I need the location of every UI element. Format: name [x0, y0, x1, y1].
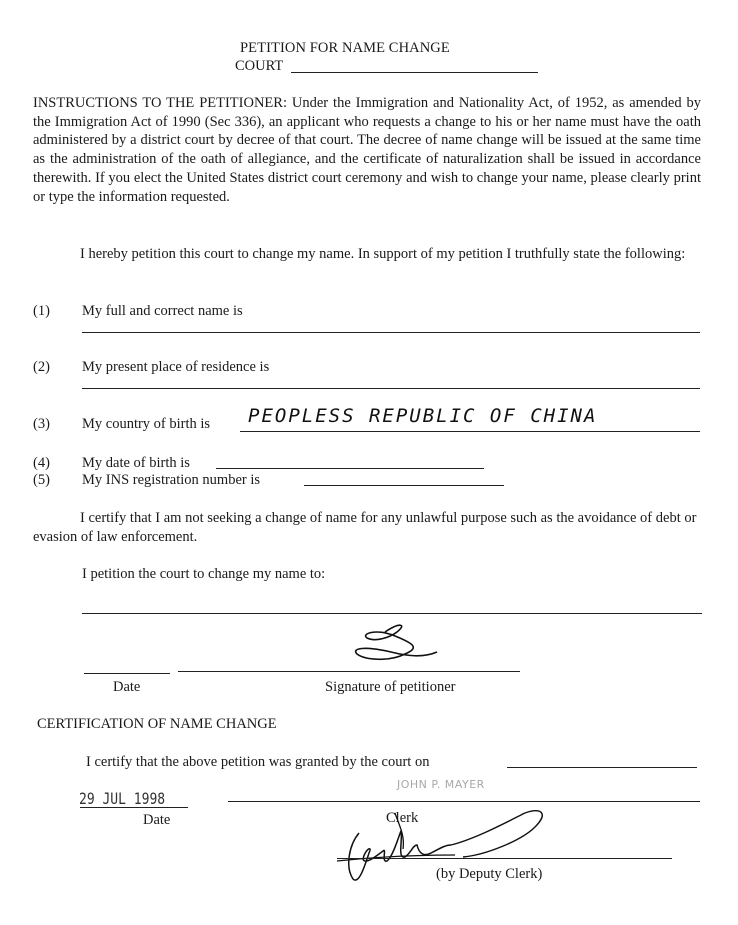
stamp-date: 29 JUL 1998 [79, 790, 166, 809]
new-name-field[interactable] [82, 613, 702, 614]
form-title: PETITION FOR NAME CHANGE [240, 40, 450, 56]
change-request-label: I petition the court to change my name to: [82, 566, 326, 582]
certify-statement: I certify that I am not seeking a change of name for any unlawful purpose such as the avoidance of debt or evasion of law enforcement. [33, 510, 697, 545]
country-of-birth-value: PEOPLESS REPUBLIC OF CHINA [248, 405, 598, 427]
deputy-clerk-label: (by Deputy Clerk) [436, 866, 543, 882]
full-name-label: My full and correct name is [82, 303, 243, 319]
residence-field[interactable] [82, 388, 700, 389]
date-of-birth-field[interactable] [216, 468, 484, 469]
petitioner-signature [345, 618, 445, 674]
clerk-name-stamp: JOHN P. MAYER [397, 778, 485, 791]
certification-heading: CERTIFICATION OF NAME CHANGE [37, 716, 277, 732]
petitioner-date-field[interactable] [84, 673, 170, 674]
cert-date-label: Date [143, 812, 171, 828]
item-number-2: (2) [33, 359, 50, 375]
ins-number-field[interactable] [304, 485, 504, 486]
grant-date-field[interactable] [507, 767, 697, 768]
item-number-1: (1) [33, 303, 50, 319]
item-number-4: (4) [33, 455, 50, 471]
ins-number-label: My INS registration number is [82, 472, 261, 488]
item-number-5: (5) [33, 472, 50, 488]
clerk-field[interactable] [228, 801, 700, 802]
full-name-field[interactable] [82, 332, 700, 333]
petition-statement: I hereby petition this court to change my name. In support of my petition I truthfully state the following: [80, 246, 686, 262]
court-label: COURT [235, 58, 284, 74]
item-number-3: (3) [33, 416, 50, 432]
court-field-line [291, 72, 538, 73]
certification-statement: I certify that the above petition was granted by the court on [86, 754, 430, 770]
petitioner-date-label: Date [113, 679, 141, 695]
clerk-label: Clerk [386, 810, 419, 826]
date-of-birth-label: My date of birth is [82, 455, 190, 471]
petitioner-signature-label: Signature of petitioner [325, 679, 456, 695]
cert-date-field[interactable] [80, 807, 188, 808]
deputy-clerk-field[interactable] [337, 858, 672, 859]
residence-label: My present place of residence is [82, 359, 270, 375]
country-of-birth-label: My country of birth is [82, 416, 211, 432]
instructions-paragraph: INSTRUCTIONS TO THE PETITIONER: Under the Immigration and Nationality Act, of 1952, as amended by the Immigration Act of 1990 (Sec 336), an applicant who requests a change to his or her name must have the oath administered by a district court by decree of that court. The decree of name change will be issued at the same time as the administration of the oath of allegiance, and the certificate of naturalization shall be issued in accordance therewith. If you elect the United States district court ceremony and wish to change your name, please clearly print or type the information requested. [33, 95, 701, 205]
country-of-birth-field[interactable] [240, 431, 700, 432]
